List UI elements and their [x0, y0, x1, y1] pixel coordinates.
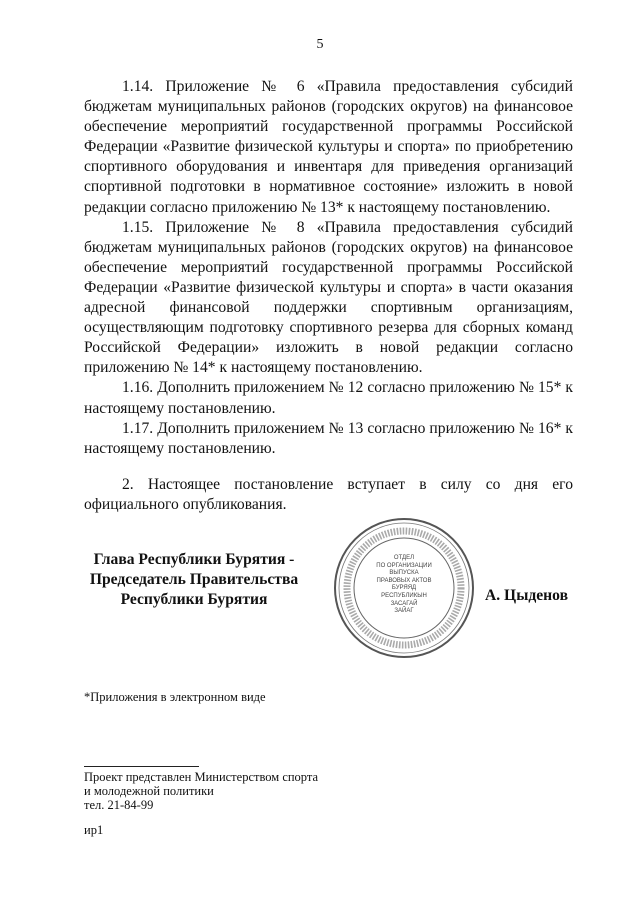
paragraph-2: 2. Настоящее постановление вступает в силу со дня его официального опубликования. — [84, 475, 573, 513]
paragraph-1-17: 1.17. Дополнить приложением № 13 согласно приложению № 16* к настоящему постановлению. — [84, 419, 573, 457]
signatory-title-line: Председатель Правительства — [89, 571, 299, 588]
project-line: и молодежной политики — [84, 784, 214, 798]
signatory-title-line: Глава Республики Бурятия - — [93, 551, 295, 568]
document-body — [84, 77, 573, 515]
signatory-title-line: Республики Бурятия — [120, 591, 268, 608]
page-number: 5 — [316, 37, 324, 52]
project-info — [84, 770, 318, 812]
paragraph-1-15: 1.15. Приложение № 8 «Правила предоставления субсидий бюджетам муниципальных районов (городских округов) на финансовое обеспечение мероприятий государственной программы Российской Федерации «Развитие физической культуры и спорта» в части оказания адресной финансовой поддержки спортивным организациям, осуществляющим подготовку спортивного резерва для сборных команд Российской Федерации» изложить в новой редакции согласно приложению № 14* к настоящему постановлению. — [84, 218, 573, 377]
project-line: Проект представлен Министерством спорта — [84, 770, 319, 784]
seal-text: ОТДЕЛ ПО ОРГАНИЗАЦИИ ВЫПУСКА ПРАВОВЫХ АКТОВ БУРЯЯД РЕСПУБЛИКЫН ЗАСАГАЙ ЗАЙАГ — [376, 555, 432, 615]
footnote: *Приложения в электронном виде — [84, 690, 266, 704]
document-code: ир1 — [84, 823, 104, 837]
project-phone: тел. 21-84-99 — [84, 798, 154, 812]
paragraph-1-16: 1.16. Дополнить приложением № 12 согласно приложению № 15* к настоящему постановлению. — [84, 379, 573, 417]
paragraph-1-14: 1.14. Приложение № 6 «Правила предоставления субсидий бюджетам муниципальных районов (городских округов) на финансовое обеспечение мероприятий государственной программы Российской Федерации «Развитие физической культуры и спорта» по приобретению спортивного оборудования и инвентаря для приведения организаций спортивной подготовки в нормативное состояние» изложить в новой редакции согласно приложению № 13* к настоящему постановлению. — [84, 78, 573, 216]
divider — [84, 766, 199, 767]
signatory-title — [74, 550, 314, 610]
official-seal — [333, 517, 475, 659]
signatory-name: А. Цыденов — [485, 587, 568, 604]
